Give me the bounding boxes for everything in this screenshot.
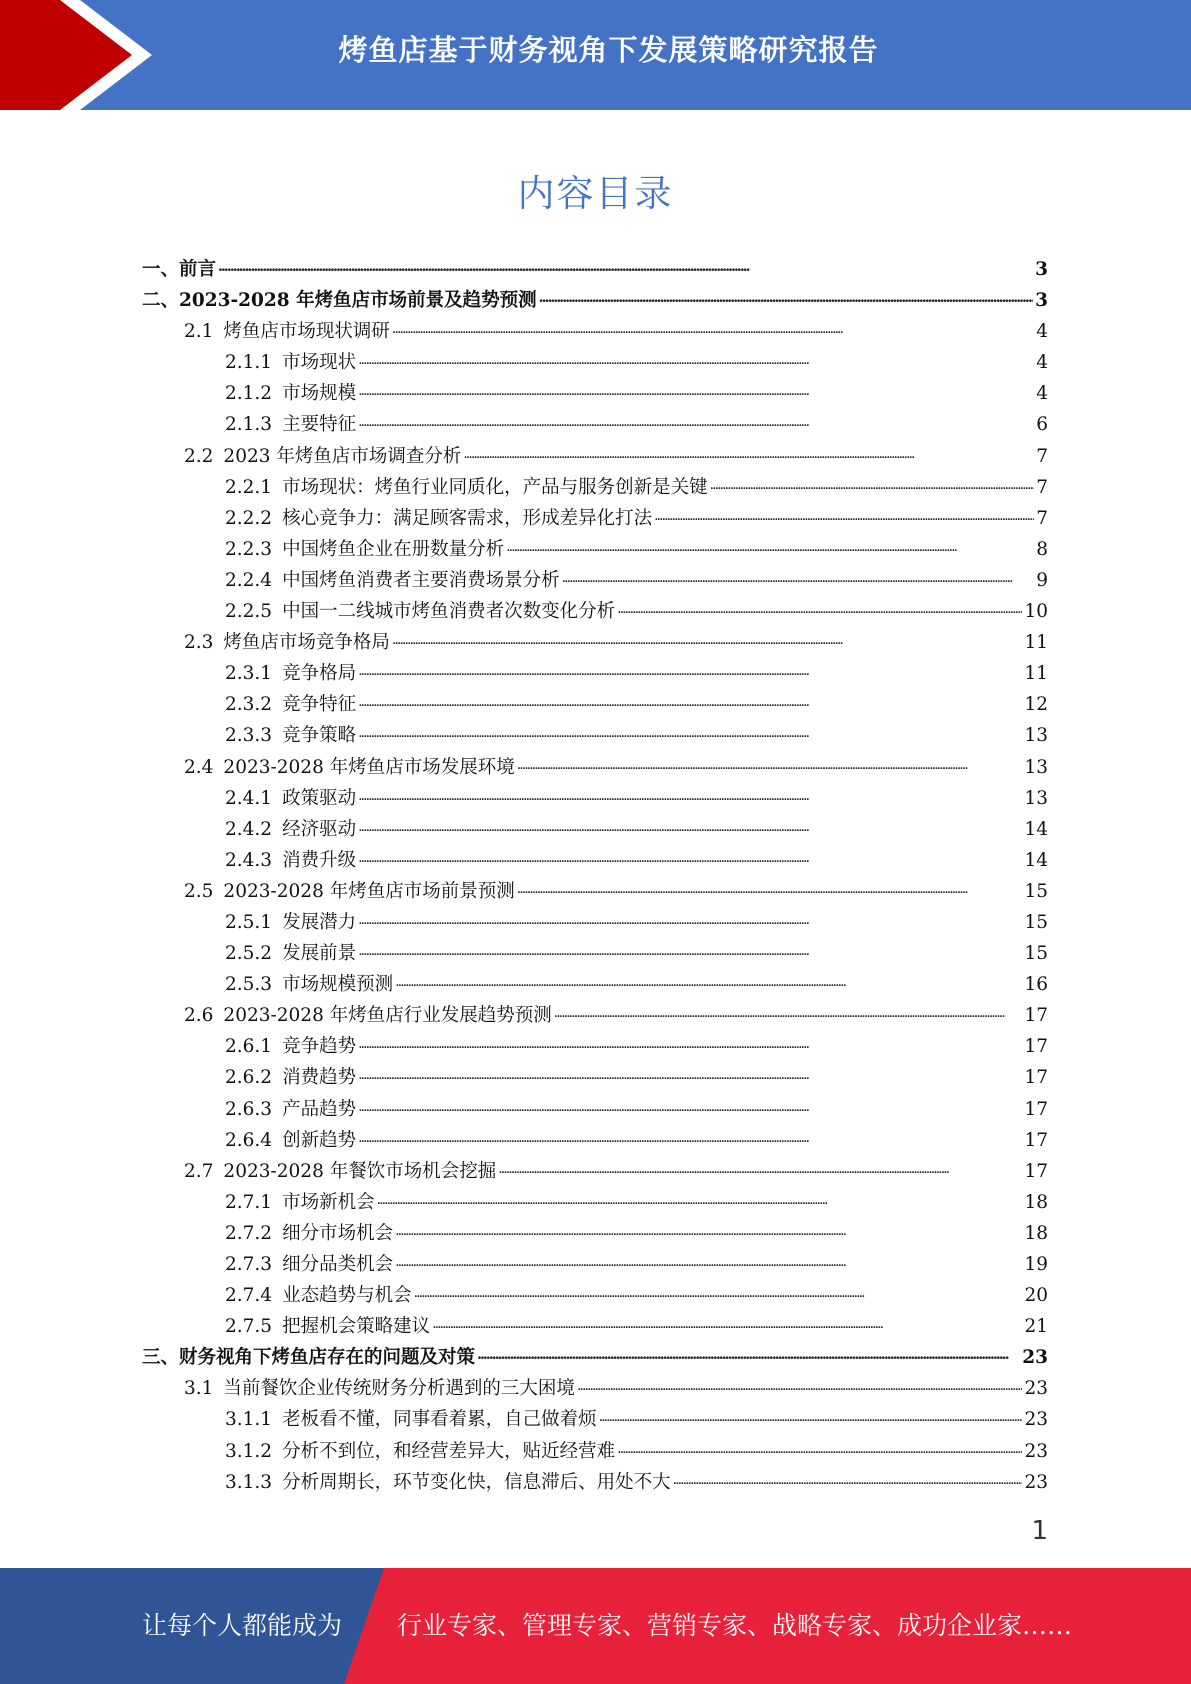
toc-leader-dots xyxy=(654,499,1034,532)
toc-leader-dots xyxy=(358,903,1022,936)
toc-entry-label: 经济驱动 xyxy=(282,818,357,840)
toc-entry-label: 把握机会策略建议 xyxy=(282,1316,431,1338)
toc-entry-label: 创新趋势 xyxy=(282,1129,357,1151)
toc-leader-dots xyxy=(506,530,1034,563)
toc-entry-label: 烤鱼店市场竞争格局 xyxy=(223,632,390,654)
toc-entry-label: 竞争策略 xyxy=(282,725,357,747)
toc-entry-label: 业态趋势与机会 xyxy=(282,1285,412,1307)
toc-entry-page: 15 xyxy=(1024,911,1048,933)
toc-leader-dots xyxy=(395,1245,1022,1278)
toc-entry-page: 17 xyxy=(1024,1036,1048,1058)
toc-entry-page: 23 xyxy=(1024,1471,1048,1493)
toc-entry-page: 18 xyxy=(1024,1222,1048,1244)
toc-entry-number: 三、 xyxy=(142,1347,180,1369)
toc-leader-dots xyxy=(358,934,1022,967)
toc-entry-label: 当前餐饮企业传统财务分析遇到的三大困境 xyxy=(223,1378,575,1400)
toc-entry-page: 18 xyxy=(1024,1191,1048,1213)
toc-leader-dots xyxy=(358,685,1022,718)
toc-entry-label: 烤鱼店市场现状调研 xyxy=(223,321,390,343)
toc-entry-number: 2.4.2 xyxy=(225,818,273,840)
toc-entry-number: 2.5.2 xyxy=(225,943,273,965)
toc-entry-number: 2.4.3 xyxy=(225,849,273,871)
toc-entry-label: 2023-2028 年烤鱼店市场前景及趋势预测 xyxy=(179,290,537,312)
toc-entry-page: 15 xyxy=(1024,943,1048,965)
toc-entry-label: 核心竞争力：满足顾客需求，形成差异化打法 xyxy=(282,507,653,529)
toc-entry-page: 3 xyxy=(1035,290,1048,312)
toc-entry-label: 消费趋势 xyxy=(282,1067,357,1089)
toc-entry-number: 2.1.1 xyxy=(225,352,273,374)
toc-entry-number: 2.1 xyxy=(184,321,214,343)
toc-entry-label: 中国一二线城市烤鱼消费者次数变化分析 xyxy=(282,601,616,623)
toc-entry-number: 2.7 xyxy=(184,1160,214,1182)
table-of-contents xyxy=(142,254,1048,1498)
toc-entry-page: 17 xyxy=(1024,1005,1048,1027)
toc-entry-label: 产品趋势 xyxy=(282,1098,357,1120)
toc-leader-dots xyxy=(539,281,1034,314)
toc-entry-number: 二、 xyxy=(142,290,180,312)
toc-entry-label: 2023-2028 年烤鱼店行业发展趋势预测 xyxy=(223,1005,552,1027)
toc-entry-label: 市场现状：烤鱼行业同质化，产品与服务创新是关键 xyxy=(282,476,708,498)
toc-leader-dots xyxy=(517,748,1023,781)
toc-entry-label: 2023-2028 年烤鱼店市场前景预测 xyxy=(223,880,515,902)
toc-entry-page: 13 xyxy=(1024,787,1048,809)
toc-entry-page: 23 xyxy=(1022,1347,1048,1369)
toc-leader-dots xyxy=(517,872,1023,905)
toc-entry-number: 2.3 xyxy=(184,632,214,654)
toc-leader-dots xyxy=(710,468,1035,501)
toc-heading: 内容目录 xyxy=(517,172,674,215)
toc-entry-label: 分析周期长，环节变化快，信息滞后、用处不大 xyxy=(282,1471,671,1493)
toc-leader-dots xyxy=(498,1152,1022,1185)
toc-entry-page: 17 xyxy=(1024,1067,1048,1089)
toc-entry-page: 6 xyxy=(1036,414,1048,436)
toc-entry-label: 市场规模 xyxy=(282,383,357,405)
toc-entry-number: 2.1.3 xyxy=(225,414,273,436)
toc-entry-label: 消费升级 xyxy=(282,849,357,871)
toc-leader-dots xyxy=(562,561,1035,594)
toc-leader-dots xyxy=(395,965,1022,998)
toc-entry-page: 8 xyxy=(1036,538,1048,560)
toc-entry-page: 7 xyxy=(1036,445,1048,467)
toc-leader-dots xyxy=(358,1090,1022,1123)
toc-leader-dots xyxy=(477,1338,1020,1371)
toc-leader-dots xyxy=(554,996,1023,1029)
toc-entry-page: 17 xyxy=(1024,1160,1048,1182)
toc-entry-label: 老板看不懂，同事看着累，自己做着烦 xyxy=(282,1409,597,1431)
toc-leader-dots xyxy=(358,343,1034,376)
toc-entry-page: 23 xyxy=(1024,1378,1048,1400)
toc-entry-number: 2.2.2 xyxy=(225,507,273,529)
toc-entry-page: 19 xyxy=(1024,1254,1048,1275)
toc-entry-page: 9 xyxy=(1036,569,1048,591)
toc-leader-dots xyxy=(218,250,1033,283)
toc-entry-number: 2.6 xyxy=(184,1005,214,1027)
toc-entry-page: 17 xyxy=(1024,1129,1048,1151)
toc-entry-page: 3 xyxy=(1035,259,1048,280)
toc-entry-page: 14 xyxy=(1024,849,1048,871)
toc-entry-label: 财务视角下烤鱼店存在的问题及对策 xyxy=(179,1347,476,1369)
toc-entry-number: 2.6.4 xyxy=(225,1129,273,1151)
toc-entry-label: 竞争特征 xyxy=(282,694,357,716)
toc-entry-label: 前言 xyxy=(179,259,217,280)
toc-leader-dots xyxy=(358,654,1022,687)
toc-leader-dots xyxy=(358,810,1022,843)
toc-entry-label: 市场现状 xyxy=(282,352,357,374)
toc-leader-dots xyxy=(377,1183,1023,1216)
toc-leader-dots xyxy=(414,1276,1023,1309)
toc-entry-page: 21 xyxy=(1024,1316,1048,1338)
toc-entry-label: 市场规模预测 xyxy=(282,974,394,996)
toc-leader-dots xyxy=(358,716,1022,749)
toc-entry-number: 3.1.2 xyxy=(225,1440,273,1462)
toc-entry-page: 4 xyxy=(1036,383,1048,405)
toc-entry-page: 14 xyxy=(1024,818,1048,840)
toc-entry-page: 15 xyxy=(1024,880,1048,902)
toc-entry-number: 2.5.1 xyxy=(225,911,273,933)
toc-entry-number: 2.7.1 xyxy=(225,1191,273,1213)
toc-leader-dots xyxy=(463,437,1034,470)
toc-entry-page: 12 xyxy=(1024,694,1048,716)
toc-leader-dots xyxy=(673,1463,1023,1496)
footer-slogan-left: 让每个人都能成为 xyxy=(142,1611,343,1640)
toc-entry-number: 2.6.3 xyxy=(225,1098,273,1120)
toc-entry-page: 17 xyxy=(1024,1098,1048,1120)
toc-entry-page: 4 xyxy=(1036,352,1048,374)
toc-leader-dots xyxy=(395,1214,1022,1247)
toc-entry-number: 2.4 xyxy=(184,756,214,778)
toc-entry-label: 2023-2028 年餐饮市场机会挖掘 xyxy=(223,1160,497,1182)
toc-entry-page: 16 xyxy=(1024,974,1048,996)
toc-entry-number: 2.7.2 xyxy=(225,1222,273,1244)
toc-leader-dots xyxy=(577,1369,1023,1402)
toc-entry-page: 10 xyxy=(1024,601,1048,623)
toc-entry-number: 3.1.3 xyxy=(225,1471,273,1493)
toc-entry-page: 23 xyxy=(1024,1409,1048,1431)
toc-entry-page: 11 xyxy=(1024,663,1048,685)
toc-entry-label: 发展潜力 xyxy=(282,911,357,933)
toc-entry-label: 竞争趋势 xyxy=(282,1036,357,1058)
toc-entry-label: 2023 年烤鱼店市场调查分析 xyxy=(223,445,462,467)
toc-leader-dots xyxy=(392,623,1023,656)
toc-leader-dots xyxy=(358,1121,1022,1154)
toc-entry-label: 细分市场机会 xyxy=(282,1222,394,1244)
toc-leader-dots xyxy=(358,405,1034,438)
toc-entry-label: 发展前景 xyxy=(282,943,357,965)
toc-leader-dots xyxy=(358,1027,1022,1060)
toc-entry-label: 政策驱动 xyxy=(282,787,357,809)
toc-entry-number: 2.3.3 xyxy=(225,725,273,747)
toc-entry-page: 23 xyxy=(1024,1440,1048,1462)
toc-entry-label: 分析不到位，和经营差异大，贴近经营难 xyxy=(282,1440,616,1462)
toc-entry-number: 3.1 xyxy=(184,1378,214,1400)
toc-leader-dots xyxy=(358,779,1022,812)
toc-entry-number: 2.2.5 xyxy=(225,601,273,623)
toc-entry-number: 2.6.1 xyxy=(225,1036,273,1058)
toc-entry-number: 2.1.2 xyxy=(225,383,273,405)
toc-leader-dots xyxy=(617,592,1022,625)
toc-entry-label: 主要特征 xyxy=(282,414,357,436)
toc-entry-number: 3.1.1 xyxy=(225,1409,273,1431)
toc-entry-page: 13 xyxy=(1024,756,1048,778)
toc-entry-page: 13 xyxy=(1024,725,1048,747)
report-title: 烤鱼店基于财务视角下发展策略研究报告 xyxy=(338,33,879,67)
toc-entry-number: 2.7.5 xyxy=(225,1316,273,1338)
toc-entry-number: 2.7.3 xyxy=(225,1254,273,1275)
toc-entry-page: 7 xyxy=(1036,507,1048,529)
toc-leader-dots xyxy=(599,1400,1023,1433)
toc-entry-number: 2.5.3 xyxy=(225,974,273,996)
footer-banner xyxy=(0,1568,1191,1684)
toc-entry-number: 一、 xyxy=(142,259,180,280)
toc-entry-number: 2.2.4 xyxy=(225,569,273,591)
toc-entry-label: 中国烤鱼消费者主要消费场景分析 xyxy=(282,569,560,591)
toc-entry-label: 竞争格局 xyxy=(282,663,357,685)
toc-entry-number: 2.7.4 xyxy=(225,1285,273,1307)
toc-entry-page: 4 xyxy=(1036,321,1048,343)
toc-entry-number: 2.6.2 xyxy=(225,1067,273,1089)
toc-entry-number: 2.3.2 xyxy=(225,694,273,716)
toc-entry-number: 2.4.1 xyxy=(225,787,273,809)
footer-slogan-right: 行业专家、管理专家、营销专家、战略专家、成功企业家…… xyxy=(397,1611,1073,1640)
page-number: 1 xyxy=(1031,1516,1048,1546)
toc-leader-dots xyxy=(358,1058,1022,1091)
toc-entry-label: 中国烤鱼企业在册数量分析 xyxy=(282,538,505,560)
toc-entry-number: 2.3.1 xyxy=(225,663,273,685)
toc-leader-dots xyxy=(617,1432,1022,1465)
toc-leader-dots xyxy=(432,1307,1022,1340)
toc-leader-dots xyxy=(392,312,1034,345)
toc-entry[interactable] xyxy=(142,1467,1048,1498)
toc-entry-label: 市场新机会 xyxy=(282,1191,375,1213)
toc-entry-number: 2.5 xyxy=(184,880,214,902)
toc-leader-dots xyxy=(358,374,1034,407)
toc-entry-number: 2.2.3 xyxy=(225,538,273,560)
toc-entry-number: 2.2.1 xyxy=(225,476,273,498)
toc-entry-page: 7 xyxy=(1036,476,1048,498)
toc-entry-label: 细分品类机会 xyxy=(282,1254,394,1275)
toc-entry-label: 2023-2028 年烤鱼店市场发展环境 xyxy=(223,756,515,778)
toc-entry-page: 20 xyxy=(1024,1285,1048,1307)
toc-entry-number: 2.2 xyxy=(184,445,214,467)
toc-entry-page: 11 xyxy=(1024,632,1048,654)
toc-leader-dots xyxy=(358,841,1022,874)
header-banner xyxy=(0,0,1191,110)
